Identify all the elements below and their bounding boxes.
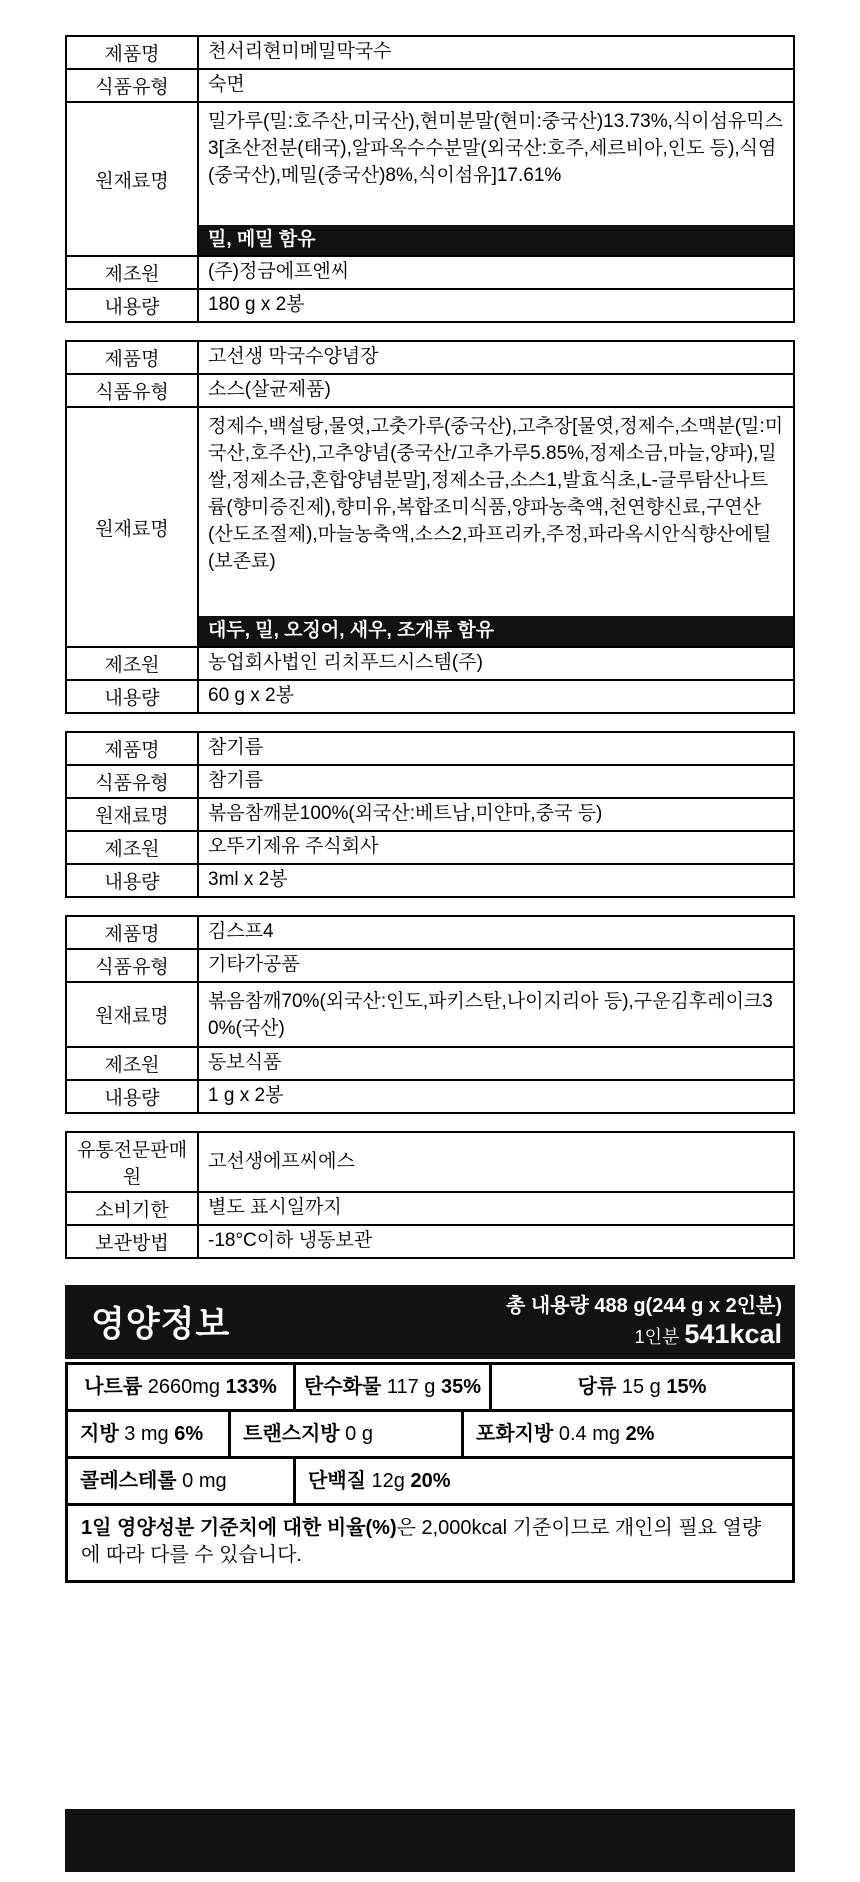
table-row — [66, 647, 794, 680]
product-table-4 — [65, 915, 795, 1114]
ingredients-text: 볶음참깨70%(외국산:인도,파키스탄,나이지리아 등),구운김후레이크30%(국산) — [208, 991, 773, 1039]
food-type-value: 소스(살균제품) — [198, 374, 794, 407]
row-label: 제품명 — [66, 36, 198, 69]
net-content-value: 1 g x 2봉 — [198, 1080, 794, 1113]
distributor-value: 고선생에프씨에스 — [198, 1132, 794, 1192]
ingredients-text: 밀가루(밀:호주산,미국산),현미분말(현미:중국산)13.73%,식이섬유믹스3[초산전분(태국),알파옥수수분말(외국산:호주,세르비아,인도 등),식염(중국산),메밀(중국산)8%,식이섬유]17.61% — [208, 111, 783, 186]
nutrition-table — [65, 1362, 795, 1583]
row-label: 제조원 — [66, 647, 198, 680]
shelf-life-value: 별도 표시일까지 — [198, 1192, 794, 1225]
row-label: 원재료명 — [66, 798, 198, 831]
row-label: 내용량 — [66, 289, 198, 322]
food-type-value: 기타가공품 — [198, 949, 794, 982]
net-content-value: 3ml x 2봉 — [198, 864, 794, 897]
row-label: 식품유형 — [66, 949, 198, 982]
product-table-2 — [65, 340, 795, 714]
table-row — [66, 1225, 794, 1258]
ingredients-cell — [198, 102, 794, 256]
row-label: 제조원 — [66, 256, 198, 289]
nutrient-fat: 지방 3 mg 6% — [68, 1412, 231, 1456]
product-table-3 — [65, 731, 795, 898]
nutrient-sodium: 나트륨 2660mg 133% — [68, 1365, 296, 1409]
table-row — [66, 1132, 794, 1192]
net-content-value: 180 g x 2봉 — [198, 289, 794, 322]
nutrition-title: 영양정보 — [91, 1305, 231, 1344]
nutrition-row — [68, 1412, 792, 1459]
nutrition-header — [65, 1285, 795, 1359]
row-label: 내용량 — [66, 864, 198, 897]
nutrition-meta — [506, 1293, 782, 1352]
ingredients-cell — [198, 407, 794, 647]
nutrition-row — [68, 1459, 792, 1506]
table-row — [66, 1080, 794, 1113]
table-row — [66, 949, 794, 982]
table-row — [66, 864, 794, 897]
food-type-value: 참기름 — [198, 765, 794, 798]
row-label: 원재료명 — [66, 407, 198, 647]
row-label: 내용량 — [66, 1080, 198, 1113]
serving-calories — [506, 1319, 782, 1352]
table-row — [66, 798, 794, 831]
row-label: 원재료명 — [66, 982, 198, 1047]
distribution-table — [65, 1131, 795, 1259]
row-label: 제품명 — [66, 732, 198, 765]
nutrient-protein: 단백질 12g 20% — [308, 1470, 451, 1492]
product-name-value: 김스프4 — [198, 916, 794, 949]
row-label: 식품유형 — [66, 69, 198, 102]
table-row — [66, 102, 794, 256]
row-label: 유통전문판매원 — [66, 1132, 198, 1192]
row-label: 제품명 — [66, 341, 198, 374]
row-label: 보관방법 — [66, 1225, 198, 1258]
table-row — [66, 374, 794, 407]
table-row — [66, 765, 794, 798]
row-label: 원재료명 — [66, 102, 198, 256]
total-content: 총 내용량 488 g(244 g x 2인분) — [506, 1294, 782, 1317]
manufacturer-value: 동보식품 — [198, 1047, 794, 1080]
table-row — [66, 256, 794, 289]
nutrient-carbohydrate: 탄수화물 117 g 35% — [296, 1365, 492, 1409]
row-label: 내용량 — [66, 680, 198, 713]
ingredients-text: 정제수,백설탕,물엿,고춧가루(중국산),고추장[물엿,정제수,소맥분(밀:미국산,호주산),고추양념(중국산/고추가루5.85%,정제소금,마늘,양파),밀쌀,정제소금,혼합양념분말],정제소금,소스1,발효식초,L-글루탐산나트륨(향미증진제),향미유,복합조미식품,양파농축액,천연향신료,구연산(산도조절제),마늘농축액,소스2,파프리카,주정,파라옥시안식향산에틸(보존료) — [208, 416, 784, 572]
product-name-value: 천서리현미메밀막국수 — [198, 36, 794, 69]
table-row — [66, 1192, 794, 1225]
serving-label: 1인분 — [634, 1326, 685, 1347]
table-row — [66, 69, 794, 102]
row-label: 제조원 — [66, 1047, 198, 1080]
product-name-value: 고선생 막국수양념장 — [198, 341, 794, 374]
nutrient-saturated-fat: 포화지방 0.4 mg 2% — [476, 1423, 655, 1445]
manufacturer-value: 농업회사법인 리치푸드시스템(주) — [198, 647, 794, 680]
row-label: 식품유형 — [66, 765, 198, 798]
table-row — [66, 831, 794, 864]
daily-value-note: 1일 영양성분 기준치에 대한 비율(%)은 2,000kcal 기준이므로 개인의 필요 열량에 따라 다를 수 있습니다. — [81, 1517, 762, 1566]
table-row — [66, 732, 794, 765]
nutrient-sugars: 당류 15 g 15% — [577, 1376, 707, 1398]
table-row — [66, 916, 794, 949]
row-label: 제조원 — [66, 831, 198, 864]
storage-method-value: -18°C이하 냉동보관 — [198, 1225, 794, 1258]
food-type-value: 숙면 — [198, 69, 794, 102]
bottom-black-bar — [65, 1809, 795, 1872]
row-label: 제품명 — [66, 916, 198, 949]
serving-kcal: 541kcal — [684, 1318, 782, 1349]
nutrient-cholesterol: 콜레스테롤 0 mg — [68, 1459, 296, 1503]
allergen-banner: 대두, 밀, 오징어, 새우, 조개류 함유 — [199, 616, 793, 646]
nutrient-trans-fat: 트랜스지방 0 g — [231, 1412, 464, 1456]
table-row — [66, 407, 794, 647]
table-row — [66, 289, 794, 322]
ingredients-text: 볶음참깨분100%(외국산:베트남,미얀마,중국 등) — [198, 798, 794, 831]
nutrition-row — [68, 1365, 792, 1412]
table-row — [66, 982, 794, 1047]
nutrition-panel — [65, 1285, 795, 1583]
ingredients-cell — [198, 982, 794, 1047]
row-label: 식품유형 — [66, 374, 198, 407]
allergen-banner: 밀, 메밀 함유 — [199, 225, 793, 255]
table-row — [66, 680, 794, 713]
manufacturer-value: (주)정금에프엔씨 — [198, 256, 794, 289]
product-table-1 — [65, 35, 795, 323]
table-row — [66, 341, 794, 374]
product-name-value: 참기름 — [198, 732, 794, 765]
net-content-value: 60 g x 2봉 — [198, 680, 794, 713]
table-row — [66, 1047, 794, 1080]
manufacturer-value: 오뚜기제유 주식회사 — [198, 831, 794, 864]
table-row — [66, 36, 794, 69]
row-label: 소비기한 — [66, 1192, 198, 1225]
